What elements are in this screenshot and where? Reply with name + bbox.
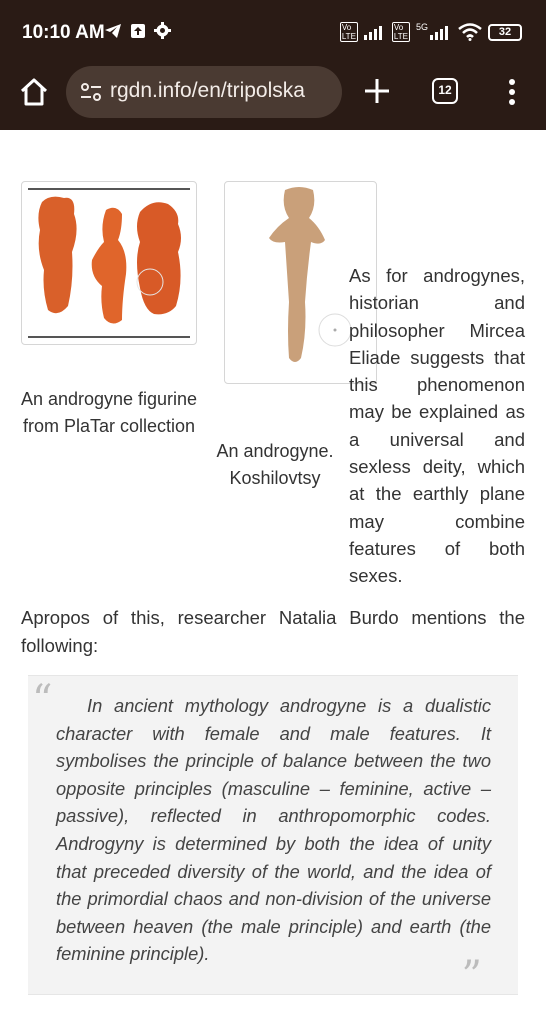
network-type: 5G	[415, 22, 428, 32]
home-icon[interactable]	[18, 76, 50, 108]
url-text[interactable]: rgdn.info/en/tripolska	[110, 79, 305, 102]
androgyne-figurines-photo	[28, 190, 190, 336]
volte-icon-2: Vo LTE	[393, 23, 408, 41]
quote-text: In ancient mythology androgyne is a dualistic character with female and male features. It symbolises the principle of balance between the two opposite principles (masculine – feminine, active – passive), reflected in anthropomorphic codes. Androgyny is determined by both the idea of unity that preceded diversity of the world, and the idea of the primordial chaos and non-division of the universe between heaven (the male principle) and earth (the feminine principle).	[56, 695, 491, 965]
figure-caption-platar: An androgyne figurine from PlaTar collection	[20, 389, 198, 436]
overflow-menu-icon[interactable]	[500, 76, 524, 108]
figure-platar-image[interactable]	[21, 181, 197, 345]
tab-switcher-button[interactable]: 12	[432, 78, 458, 104]
status-bar	[0, 0, 546, 66]
close-quote-icon: ”	[461, 953, 482, 999]
status-time: 10:10 AM	[22, 22, 105, 43]
figure-caption-koshilovtsy: An androgyne. Koshilovtsy	[216, 441, 334, 488]
signal-strength-icon-2	[430, 24, 452, 40]
telegram-icon	[104, 23, 122, 39]
status-right-icons	[340, 22, 522, 42]
signal-strength-icon	[364, 24, 386, 40]
open-quote-icon: “	[32, 677, 53, 723]
burdo-intro-paragraph: Apropos of this, researcher Natalia Burdo mentions the following:	[21, 607, 525, 656]
upload-icon	[130, 23, 146, 39]
image-frame	[28, 188, 190, 338]
page-content	[0, 130, 546, 1024]
site-settings-icon[interactable]	[80, 82, 102, 102]
blockquote	[28, 675, 518, 999]
address-bar[interactable]	[66, 66, 342, 118]
browser-toolbar	[0, 66, 546, 130]
wifi-icon	[458, 23, 482, 41]
eliade-paragraph: As for androgynes, historian and philosopher Mircea Eliade suggests that this phenomenon may be explained as a universal and sexless deity, which at the earthly plane may combine features of both sexes.	[349, 265, 525, 587]
settings-gear-icon	[154, 22, 171, 39]
status-left-icons	[104, 22, 171, 39]
battery-icon: 32	[488, 24, 522, 41]
volte-icon: Vo LTE	[341, 23, 356, 41]
new-tab-plus-icon[interactable]	[360, 74, 394, 108]
